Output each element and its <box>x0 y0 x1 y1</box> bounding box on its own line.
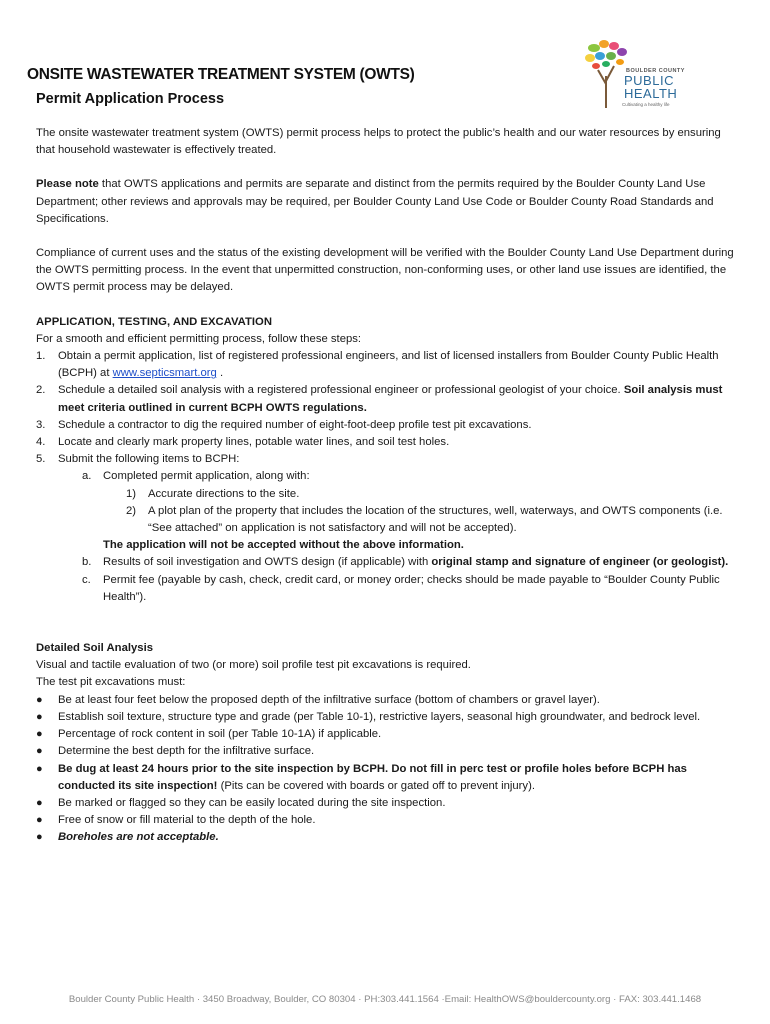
soil-heading: Detailed Soil Analysis <box>36 642 153 655</box>
logo-public-text: PUBLIC <box>624 73 674 88</box>
bullet-icon: ● <box>36 831 43 844</box>
list-item <box>36 812 736 829</box>
logo-tagline: Cultivating a healthy life <box>622 102 670 107</box>
page-footer: Boulder County Public Health · 3450 Broadway, Boulder, CO 80304 · PH:303.441.1564 ·Email: HealthOWS@bouldercounty.org · FAX: 303.441.1468 <box>68 994 702 1005</box>
list-item <box>36 451 736 468</box>
document-body <box>36 125 736 847</box>
step-text: Schedule a contractor to dig the required number of eight-foot-deep profile test pit excavations. <box>58 418 532 431</box>
soil-lead: Visual and tactile evaluation of two (or more) soil profile test pit excavations is required. <box>36 659 471 672</box>
bullet-text: Free of snow or fill material to the depth of the hole. <box>58 814 316 827</box>
step-text: Locate and clearly mark property lines, potable water lines, and soil test holes. <box>58 436 450 449</box>
bullet-icon: ● <box>36 710 43 723</box>
bullet-icon: ● <box>36 728 43 741</box>
substep-bold-text: original stamp and signature of engineer (or geologist). <box>431 556 729 569</box>
list-item <box>36 829 736 846</box>
bcph-logo <box>584 36 704 112</box>
list-item <box>36 468 736 485</box>
substep-text: Completed permit application, along with: <box>103 470 310 483</box>
list-number: 3. <box>36 418 46 431</box>
logo-health-text: HEALTH <box>624 86 678 101</box>
logo-county-text: BOULDER COUNTY <box>626 68 685 74</box>
list-number: 4. <box>36 436 46 449</box>
bullet-icon: ● <box>36 814 43 827</box>
bullet-bold-text: Be dug at least 24 hours prior to the site inspection by BCPH. Do not fill in perc test or profile holes before BCPH has conducted its site inspection! <box>58 762 687 792</box>
note-text: that OWTS applications and permits are separate and distinct from the permits required by the Boulder County Land Use Department; other reviews and approvals may be required, per Boulder County Land Use Code or Boulder County Road Standards and Specifications. <box>36 178 714 225</box>
list-item <box>36 503 736 537</box>
substep-text: Permit fee (payable by cash, check, credit card, or money order; checks should be made payable to “Boulder County Public Health”). <box>103 573 720 603</box>
bullet-icon: ● <box>36 762 43 775</box>
bullet-text: Determine the best depth for the infiltrative surface. <box>58 745 315 758</box>
application-lead: For a smooth and efficient permitting process, follow these steps: <box>36 332 362 345</box>
bullet-text: Be at least four feet below the proposed depth of the infiltrative surface (bottom of chambers or gravel layer). <box>58 693 600 706</box>
bullet-text: Boreholes are not acceptable. <box>58 831 219 844</box>
step-text: Obtain a permit application, list of registered professional engineers, and list of licensed installers from Boulder County Public Health (BCPH) at <box>58 350 719 380</box>
list-item <box>36 692 736 709</box>
list-item <box>36 743 736 760</box>
list-item <box>36 382 736 416</box>
list-letter: a. <box>82 470 92 483</box>
note-label: Please note <box>36 178 99 191</box>
list-number: 1) <box>126 487 137 500</box>
soil-bullet-list <box>36 692 736 847</box>
list-item <box>36 761 736 795</box>
step-bold-text: Soil analysis must meet criteria outlined in current BCPH OWTS regulations. <box>58 384 723 414</box>
steps-list <box>36 348 736 606</box>
application-warning: The application will not be accepted without the above information. <box>103 539 464 552</box>
list-number: 5. <box>36 453 46 466</box>
bullet-text: Percentage of rock content in soil (per Table 10-1A) if applicable. <box>58 728 382 741</box>
list-item <box>36 417 736 434</box>
substep-text: Accurate directions to the site. <box>148 487 300 500</box>
list-item <box>36 795 736 812</box>
bullet-text: (Pits can be covered with boards or gated off to prevent injury). <box>217 779 535 792</box>
bullet-icon: ● <box>36 796 43 809</box>
list-item <box>36 434 736 451</box>
soil-lead-2: The test pit excavations must: <box>36 676 186 689</box>
list-item <box>36 709 736 726</box>
tree-icon <box>584 36 628 112</box>
note-paragraph <box>36 176 736 228</box>
list-item <box>36 572 736 606</box>
list-item <box>36 726 736 743</box>
list-number: 2) <box>126 504 137 517</box>
application-heading: APPLICATION, TESTING, AND EXCAVATION <box>36 315 272 328</box>
list-letter: c. <box>82 573 91 586</box>
list-letter: b. <box>82 556 92 569</box>
list-number: 1. <box>36 350 46 363</box>
list-item <box>36 486 736 503</box>
bullet-text: Be marked or flagged so they can be easily located during the site inspection. <box>58 796 446 809</box>
page-subtitle: Permit Application Process <box>36 91 225 107</box>
list-item <box>36 348 736 382</box>
compliance-paragraph: Compliance of current uses and the status of the existing development will be verified with the Boulder County Land Use Department during the OWTS permitting process. In the event that unpermitted construction, non-conforming uses, or other land use issues are identified, the OWTS permit process may be delayed. <box>36 247 734 294</box>
substep-text: Results of soil investigation and OWTS design (if applicable) with <box>103 556 432 569</box>
bullet-text: Establish soil texture, structure type and grade (per Table 10-1), restrictive layers, seasonal high groundwater, and bedrock level. <box>58 710 701 723</box>
bullet-icon: ● <box>36 693 43 706</box>
bullet-icon: ● <box>36 745 43 758</box>
step-text: Submit the following items to BCPH: <box>58 453 240 466</box>
septicsmart-link[interactable]: www.septicsmart.org <box>112 367 217 380</box>
substep-text: A plot plan of the property that includes the location of the structures, well, waterways, and OWTS components (i.e. “See attached” on application is not satisfactory and will not be accepted). <box>148 504 723 535</box>
intro-paragraph: The onsite wastewater treatment system (OWTS) permit process helps to protect the public’s health and our water resources by ensuring that household wastewater is effectively treated. <box>36 127 721 157</box>
step-text: Schedule a detailed soil analysis with a registered professional engineer or professional geologist of your choice. <box>58 384 624 397</box>
step-text-end: . <box>216 367 224 380</box>
list-item <box>36 554 736 571</box>
page-title: ONSITE WASTEWATER TREATMENT SYSTEM (OWTS) <box>27 66 415 83</box>
list-number: 2. <box>36 384 46 397</box>
